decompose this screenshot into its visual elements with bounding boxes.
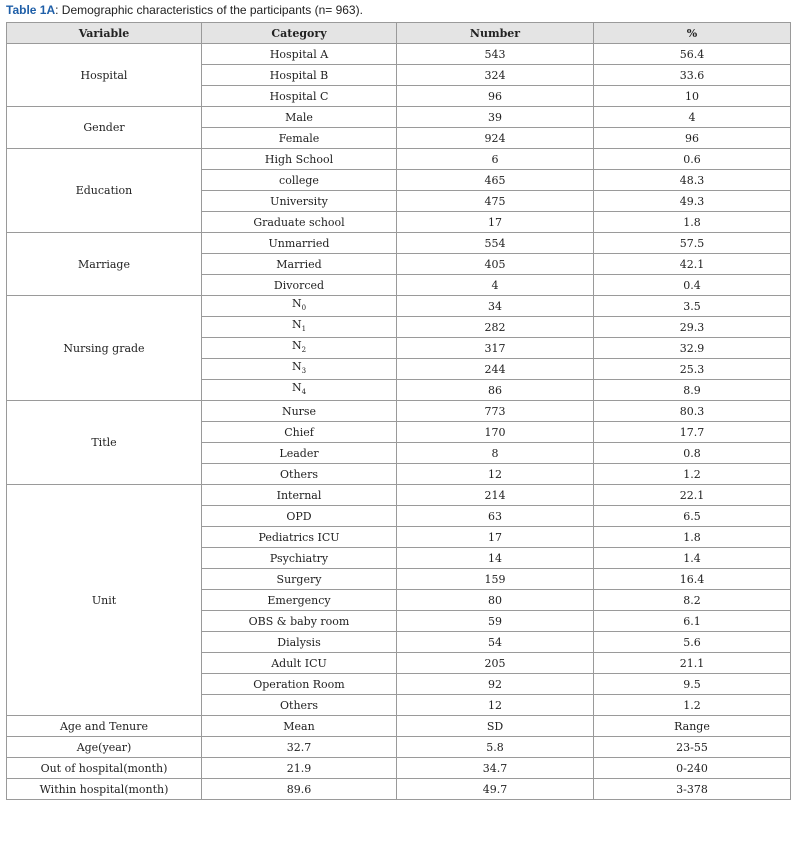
percent-cell: 96 bbox=[594, 128, 791, 149]
category-cell bbox=[202, 296, 397, 317]
percent-cell: 8.9 bbox=[594, 380, 791, 401]
age-range: 3-378 bbox=[594, 779, 791, 800]
category-cell bbox=[202, 170, 397, 191]
category-cell bbox=[202, 401, 397, 422]
number-cell: 282 bbox=[397, 317, 594, 338]
category-cell bbox=[202, 674, 397, 695]
category-cell bbox=[202, 359, 397, 380]
number-cell: 39 bbox=[397, 107, 594, 128]
percent-cell: 1.2 bbox=[594, 695, 791, 716]
age-tenure-section bbox=[7, 716, 791, 800]
category-text: Psychiatry bbox=[269, 551, 329, 565]
category-text: Married bbox=[276, 257, 322, 271]
category-cell bbox=[202, 632, 397, 653]
age-sd: 5.8 bbox=[397, 737, 594, 758]
age-mean: 89.6 bbox=[202, 779, 397, 800]
category-text: Leader bbox=[279, 446, 319, 460]
category-text: Adult ICU bbox=[271, 656, 327, 670]
category-cell bbox=[202, 254, 397, 275]
percent-cell: 80.3 bbox=[594, 401, 791, 422]
percent-cell: 49.3 bbox=[594, 191, 791, 212]
table-row bbox=[7, 485, 791, 506]
percent-cell: 4 bbox=[594, 107, 791, 128]
age-variable: Within hospital(month) bbox=[7, 779, 202, 800]
percent-cell: 17.7 bbox=[594, 422, 791, 443]
number-cell: 543 bbox=[397, 44, 594, 65]
age-range: 23-55 bbox=[594, 737, 791, 758]
category-text: Others bbox=[280, 467, 318, 481]
number-cell: 17 bbox=[397, 527, 594, 548]
table-caption-label: Table 1A bbox=[6, 3, 56, 17]
category-cell bbox=[202, 128, 397, 149]
table-body bbox=[7, 44, 791, 716]
table-row bbox=[7, 779, 791, 800]
table-header bbox=[7, 23, 791, 44]
category-text: Divorced bbox=[273, 278, 325, 292]
variable-cell: Marriage bbox=[7, 233, 202, 296]
age-variable: Out of hospital(month) bbox=[7, 758, 202, 779]
category-cell bbox=[202, 485, 397, 506]
category-text: Internal bbox=[276, 488, 322, 502]
age-header-variable: Age and Tenure bbox=[7, 716, 202, 737]
variable-cell: Education bbox=[7, 149, 202, 233]
category-cell bbox=[202, 212, 397, 233]
percent-cell: 48.3 bbox=[594, 170, 791, 191]
category-text: OPD bbox=[286, 509, 312, 523]
table-caption-text: : Demographic characteristics of the participants (n= 963). bbox=[55, 3, 363, 17]
percent-cell: 5.6 bbox=[594, 632, 791, 653]
category-text: Hospital A bbox=[269, 47, 329, 61]
number-cell: 214 bbox=[397, 485, 594, 506]
header-number: Number bbox=[397, 23, 594, 44]
percent-cell: 29.3 bbox=[594, 317, 791, 338]
category-cell bbox=[202, 149, 397, 170]
category-subscript: 4 bbox=[301, 388, 307, 396]
percent-cell: 6.1 bbox=[594, 611, 791, 632]
age-tenure-header-row bbox=[7, 716, 791, 737]
category-text: Graduate school bbox=[253, 215, 345, 229]
category-text: Hospital C bbox=[269, 89, 329, 103]
category-cell bbox=[202, 506, 397, 527]
number-cell: 159 bbox=[397, 569, 594, 590]
category-subscript: 0 bbox=[301, 304, 307, 312]
table-row bbox=[7, 401, 791, 422]
variable-cell: Title bbox=[7, 401, 202, 485]
category-text: OBS & baby room bbox=[248, 614, 350, 628]
percent-cell: 3.5 bbox=[594, 296, 791, 317]
percent-cell: 16.4 bbox=[594, 569, 791, 590]
percent-cell: 0.4 bbox=[594, 275, 791, 296]
category-cell bbox=[202, 86, 397, 107]
category-cell bbox=[202, 569, 397, 590]
number-cell: 12 bbox=[397, 464, 594, 485]
table-row bbox=[7, 149, 791, 170]
category-cell bbox=[202, 233, 397, 254]
number-cell: 244 bbox=[397, 359, 594, 380]
number-cell: 86 bbox=[397, 380, 594, 401]
category-cell bbox=[202, 548, 397, 569]
variable-cell: Nursing grade bbox=[7, 296, 202, 401]
category-text: N bbox=[291, 297, 302, 310]
category-cell bbox=[202, 464, 397, 485]
percent-cell: 1.8 bbox=[594, 212, 791, 233]
percent-cell: 1.4 bbox=[594, 548, 791, 569]
table-row bbox=[7, 44, 791, 65]
number-cell: 475 bbox=[397, 191, 594, 212]
table-row bbox=[7, 107, 791, 128]
percent-cell: 22.1 bbox=[594, 485, 791, 506]
number-cell: 317 bbox=[397, 338, 594, 359]
number-cell: 96 bbox=[397, 86, 594, 107]
percent-cell: 9.5 bbox=[594, 674, 791, 695]
category-text: Others bbox=[280, 698, 318, 712]
category-text: N bbox=[291, 339, 302, 352]
percent-cell: 0.8 bbox=[594, 443, 791, 464]
number-cell: 405 bbox=[397, 254, 594, 275]
age-mean: 21.9 bbox=[202, 758, 397, 779]
category-cell bbox=[202, 107, 397, 128]
category-cell bbox=[202, 527, 397, 548]
category-cell bbox=[202, 44, 397, 65]
variable-cell: Unit bbox=[7, 485, 202, 716]
number-cell: 205 bbox=[397, 653, 594, 674]
table-row bbox=[7, 296, 791, 317]
header-row bbox=[7, 23, 791, 44]
header-category: Category bbox=[202, 23, 397, 44]
header-variable: Variable bbox=[7, 23, 202, 44]
percent-cell: 0.6 bbox=[594, 149, 791, 170]
percent-cell: 25.3 bbox=[594, 359, 791, 380]
category-text: Hospital B bbox=[269, 68, 329, 82]
category-cell bbox=[202, 422, 397, 443]
table-row bbox=[7, 758, 791, 779]
number-cell: 465 bbox=[397, 170, 594, 191]
number-cell: 92 bbox=[397, 674, 594, 695]
age-header-mean: Mean bbox=[202, 716, 397, 737]
category-text: Operation Room bbox=[253, 677, 345, 691]
category-cell bbox=[202, 653, 397, 674]
number-cell: 59 bbox=[397, 611, 594, 632]
number-cell: 12 bbox=[397, 695, 594, 716]
variable-cell: Gender bbox=[7, 107, 202, 149]
category-subscript: 1 bbox=[301, 325, 307, 333]
number-cell: 8 bbox=[397, 443, 594, 464]
number-cell: 17 bbox=[397, 212, 594, 233]
category-cell bbox=[202, 65, 397, 86]
age-mean: 32.7 bbox=[202, 737, 397, 758]
category-text: Pediatrics ICU bbox=[258, 530, 340, 544]
category-cell bbox=[202, 443, 397, 464]
percent-cell: 42.1 bbox=[594, 254, 791, 275]
age-header-sd: SD bbox=[397, 716, 594, 737]
category-text: college bbox=[279, 173, 319, 187]
category-cell bbox=[202, 275, 397, 296]
table-caption bbox=[6, 3, 363, 17]
category-text: University bbox=[270, 194, 328, 208]
number-cell: 54 bbox=[397, 632, 594, 653]
category-cell bbox=[202, 695, 397, 716]
number-cell: 6 bbox=[397, 149, 594, 170]
category-cell bbox=[202, 317, 397, 338]
age-header-range: Range bbox=[594, 716, 791, 737]
table-row bbox=[7, 233, 791, 254]
category-text: N bbox=[291, 360, 302, 373]
number-cell: 924 bbox=[397, 128, 594, 149]
number-cell: 4 bbox=[397, 275, 594, 296]
age-sd: 49.7 bbox=[397, 779, 594, 800]
age-sd: 34.7 bbox=[397, 758, 594, 779]
category-text: Emergency bbox=[267, 593, 331, 607]
percent-cell: 57.5 bbox=[594, 233, 791, 254]
category-subscript: 2 bbox=[301, 346, 307, 354]
number-cell: 63 bbox=[397, 506, 594, 527]
category-text: Dialysis bbox=[277, 635, 321, 649]
category-cell bbox=[202, 611, 397, 632]
category-text: N bbox=[291, 318, 302, 331]
percent-cell: 21.1 bbox=[594, 653, 791, 674]
percent-cell: 56.4 bbox=[594, 44, 791, 65]
number-cell: 554 bbox=[397, 233, 594, 254]
category-cell bbox=[202, 191, 397, 212]
number-cell: 34 bbox=[397, 296, 594, 317]
table-row bbox=[7, 737, 791, 758]
percent-cell: 33.6 bbox=[594, 65, 791, 86]
category-text: Female bbox=[278, 131, 320, 145]
category-cell bbox=[202, 338, 397, 359]
header-percent: % bbox=[594, 23, 791, 44]
category-subscript: 3 bbox=[301, 367, 307, 375]
percent-cell: 6.5 bbox=[594, 506, 791, 527]
percent-cell: 1.8 bbox=[594, 527, 791, 548]
number-cell: 14 bbox=[397, 548, 594, 569]
category-text: Chief bbox=[284, 425, 314, 439]
category-text: Nurse bbox=[281, 404, 317, 418]
number-cell: 80 bbox=[397, 590, 594, 611]
category-text: Surgery bbox=[276, 572, 322, 586]
percent-cell: 10 bbox=[594, 86, 791, 107]
variable-cell: Hospital bbox=[7, 44, 202, 107]
category-text: Unmarried bbox=[268, 236, 330, 250]
percent-cell: 1.2 bbox=[594, 464, 791, 485]
category-text: N bbox=[291, 381, 302, 394]
category-text: High School bbox=[264, 152, 334, 166]
category-cell bbox=[202, 590, 397, 611]
demographics-table bbox=[6, 22, 791, 800]
percent-cell: 8.2 bbox=[594, 590, 791, 611]
number-cell: 170 bbox=[397, 422, 594, 443]
age-variable: Age(year) bbox=[7, 737, 202, 758]
age-range: 0-240 bbox=[594, 758, 791, 779]
number-cell: 773 bbox=[397, 401, 594, 422]
percent-cell: 32.9 bbox=[594, 338, 791, 359]
number-cell: 324 bbox=[397, 65, 594, 86]
category-cell bbox=[202, 380, 397, 401]
category-text: Male bbox=[285, 110, 313, 124]
